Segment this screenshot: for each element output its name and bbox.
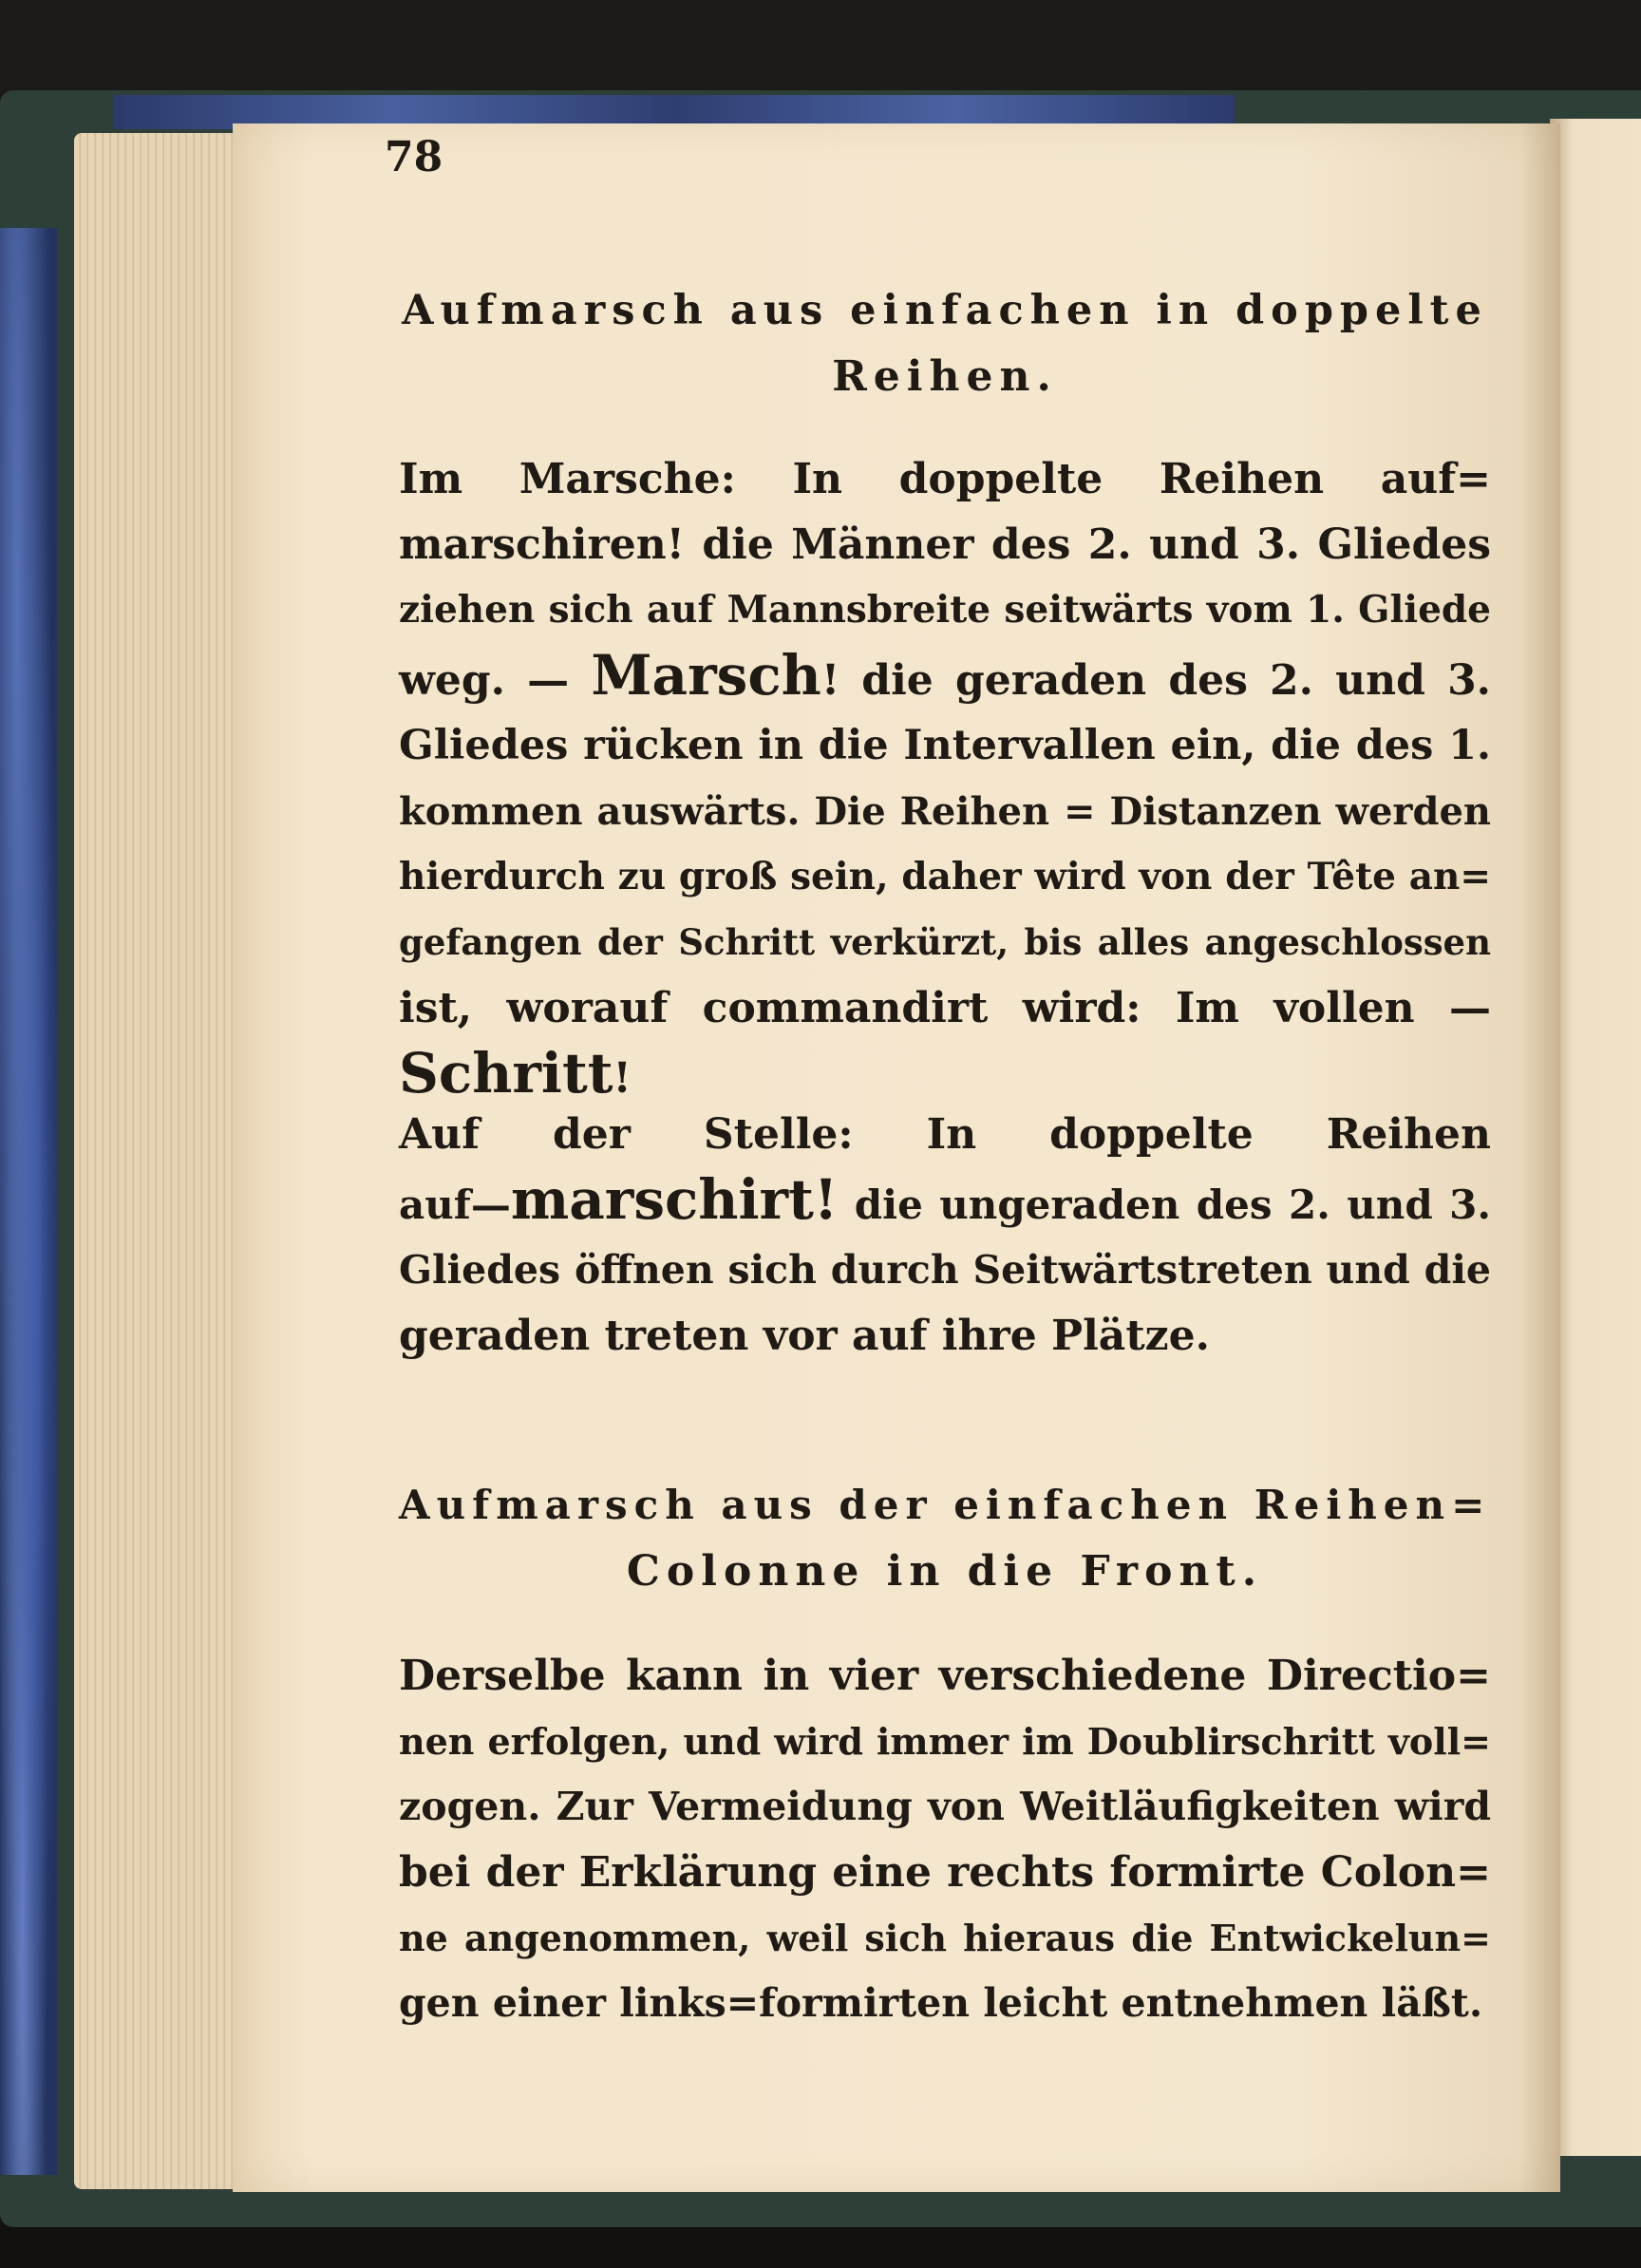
text-line: kommen auswärts. Die Reihen = Distanzen werden — [399, 789, 1491, 834]
text-line: ist, worauf commandirt wird: Im vollen — — [399, 984, 1491, 1032]
heading-line: Colonne in die Front. — [626, 1547, 1264, 1596]
text-fragment: weg. — — [399, 656, 570, 705]
text-line: Derselbe kann in vier verschiedene Directio= — [399, 1652, 1491, 1700]
text-line — [399, 1167, 1491, 1238]
heading-line: Aufmarsch aus einfachen in doppelte — [402, 287, 1488, 334]
command-word: marschirt! — [510, 1167, 839, 1232]
command-word: Marsch — [591, 643, 821, 708]
command-word: Schritt — [399, 1041, 613, 1106]
marbled-endpaper-left — [0, 228, 57, 2175]
text-line: Gliedes öffnen sich durch Seitwärtstreten und die — [399, 1247, 1491, 1293]
text-line: ne angenommen, weil sich hieraus die Entwickelun= — [399, 1917, 1491, 1959]
page-number: 78 — [385, 133, 443, 181]
section-heading — [399, 277, 1491, 410]
text-fragment: auf— — [399, 1181, 511, 1228]
facing-page-edge — [1550, 119, 1641, 2156]
text-line: hierdurch zu groß sein, daher wird von der Tête an= — [399, 855, 1491, 898]
text-fragment: die ungeraden des 2. und 3. — [854, 1181, 1491, 1228]
text-fragment: ! — [613, 1054, 632, 1103]
text-line: Im Marsche: In doppelte Reihen auf= — [399, 455, 1491, 503]
paragraph — [399, 446, 1491, 1111]
text-fragment: ! die geraden des 2. und 3. — [820, 656, 1492, 705]
text-line: ziehen sich auf Mannsbreite seitwärts vom 1. Gliede — [399, 588, 1491, 632]
text-line: gen einer links=formirten leicht entnehmen läßt. — [399, 1980, 1483, 2026]
section-heading — [399, 1472, 1491, 1605]
text-line: geraden treten vor auf ihre Plätze. — [399, 1312, 1210, 1360]
text-line — [399, 1041, 1491, 1111]
text-line: gefangen der Schritt verkürzt, bis alles angeschlossen — [399, 921, 1491, 963]
paragraph — [399, 1643, 1491, 2036]
text-line: zogen. Zur Vermeidung von Weitläufigkeiten wird — [399, 1784, 1491, 1829]
text-line: Auf der Stelle: In doppelte Reihen — [399, 1110, 1491, 1159]
text-line — [399, 643, 1491, 713]
heading-line: Aufmarsch aus der einfachen Reihen= — [399, 1482, 1492, 1528]
heading-line: Reihen. — [832, 352, 1058, 401]
text-line: nen erfolgen, und wird immer im Doublirschritt voll= — [399, 1720, 1491, 1763]
text-line: Gliedes rücken in die Intervallen ein, die des 1. — [399, 722, 1491, 769]
text-line: bei der Erklärung eine rechts formirte Colon= — [399, 1848, 1491, 1897]
paragraph — [399, 1102, 1491, 1369]
text-line: marschiren! die Männer des 2. und 3. Gliedes — [399, 520, 1491, 569]
